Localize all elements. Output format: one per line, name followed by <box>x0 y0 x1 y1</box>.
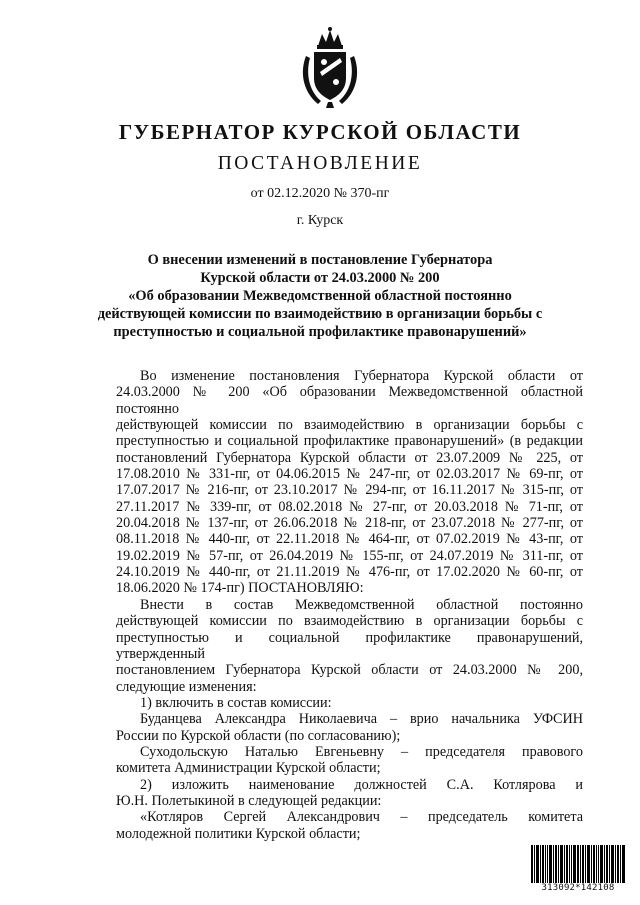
body-line: следующие изменения: <box>116 678 257 695</box>
document-type: ПОСТАНОВЛЕНИЕ <box>217 153 423 174</box>
body-line: 08.11.2018 № 440-пг, от 22.11.2018 № 464-пг, от 07.02.2019 № 43-пг, от <box>116 531 583 548</box>
body-line: Во изменение постановления Губернатора Курской области от <box>140 368 583 384</box>
body-line: 20.04.2018 № 137-пг, от 26.06.2018 № 218-пг, от 23.07.2018 № 277-пг, от <box>116 515 583 532</box>
body-line: 24.03.2000 № 200 «Об образовании Межведомственной областной постоянно <box>116 384 583 417</box>
body-line: 19.02.2019 № 57-пг, от 26.04.2019 № 155-пг, от 24.07.2019 № 311-пг, от <box>116 547 583 564</box>
body-line: преступностью и социальной профилактике правонарушений» (в редакции <box>116 433 583 450</box>
decree-body <box>116 368 583 842</box>
body-line: преступностью и социальной профилактике правонарушений, утвержденный <box>116 629 583 662</box>
body-line: Буданцева Александра Николаевича – врио начальника УФСИН <box>140 711 583 728</box>
body-line: 1) включить в состав комиссии: <box>140 694 332 711</box>
decree-subject <box>0 251 640 341</box>
body-line: 27.11.2017 № 339-пг, от 08.02.2018 № 27-пг, от 20.03.2018 № 71-пг, от <box>116 498 583 515</box>
body-line: действующей комиссии по взаимодействию в организации борьбы с <box>116 613 583 630</box>
subject-line: действующей комиссии по взаимодействию в организации борьбы с <box>97 306 543 322</box>
decree-date-number: от 02.12.2020 № 370-пг <box>250 186 390 201</box>
subject-line: Курской области от 24.03.2000 № 200 <box>200 270 440 286</box>
body-line: России по Курской области (по согласованию); <box>116 727 401 744</box>
body-line: «Котляров Сергей Александрович – председатель комитета <box>140 809 583 826</box>
body-line: 17.08.2010 № 331-пг, от 04.06.2015 № 247-пг, от 02.03.2017 № 69-пг, от <box>116 466 583 483</box>
body-line: 17.07.2017 № 216-пг, от 23.10.2017 № 294-пг, от 16.11.2017 № 315-пг, от <box>116 482 583 499</box>
body-line: постановлений Губернатора Курской области от 23.07.2009 № 225, от <box>116 449 583 466</box>
decree-city: г. Курск <box>296 213 344 228</box>
body-line: 24.10.2019 № 440-пг, от 21.11.2019 № 476-пг, от 17.02.2020 № 60-пг, от <box>116 564 583 581</box>
body-line: молодежной политики Курской области; <box>116 825 361 842</box>
body-line: комитета Администрации Курской области; <box>116 760 381 777</box>
barcode-number: 313092*142108 <box>541 883 615 893</box>
barcode <box>531 845 625 897</box>
body-line: 2) изложить наименование должностей С.А. Котлярова и <box>140 776 583 793</box>
subject-line: преступностью и социальной профилактике правонарушений» <box>113 324 527 340</box>
body-line: Суходольскую Наталью Евгеньевну – председателя правового <box>140 743 583 760</box>
body-line: действующей комиссии по взаимодействию в организации борьбы с <box>116 417 583 434</box>
issuing-authority: ГУБЕРНАТОР КУРСКОЙ ОБЛАСТИ <box>118 120 522 144</box>
body-line: Ю.Н. Полетыкиной в следующей редакции: <box>116 792 382 809</box>
body-line: постановлением Губернатора Курской области от 24.03.2000 № 200, <box>116 662 583 679</box>
coat-of-arms-emblem <box>298 26 362 110</box>
subject-line: «Об образовании Межведомственной областной постоянно <box>128 288 512 304</box>
barcode-bars <box>531 845 625 883</box>
body-line: Внести в состав Межведомственной областной постоянно <box>140 596 583 613</box>
body-line: 18.06.2020 № 174-пг) ПОСТАНОВЛЯЮ: <box>116 580 364 597</box>
subject-line: О внесении изменений в постановление Губернатора <box>147 252 493 268</box>
